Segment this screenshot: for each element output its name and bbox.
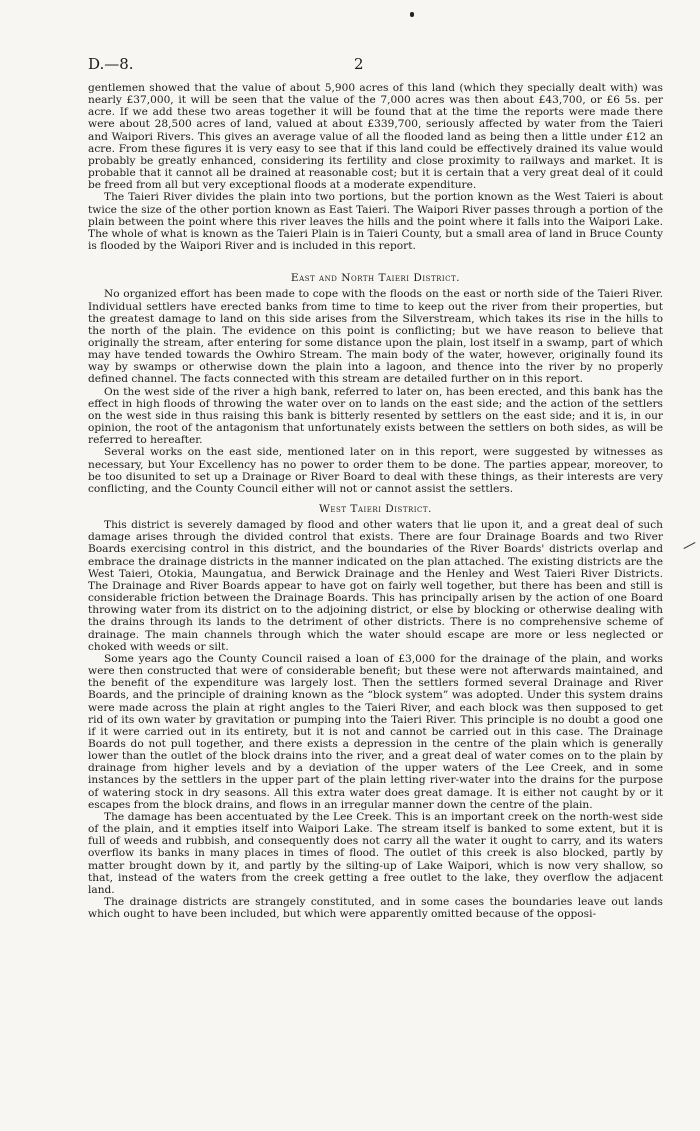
- paragraph: This district is severely damaged by flood and other waters that lie upon it, and a great deal of such damage arises through the divided control that exists. There are four Drainage Boards and two River Boards exercising control in this district, and the boundaries of the River Boards' districts overlap and embrace the drainage districts in the manner indicated on the plan attached. The existing districts are the West Taieri, Otokia, Maungatua, and Berwick Drainage and the Henley and West Taieri River Districts. The Drainage and River Boards appear to have got on fairly well together, but there has been and still is considerable friction between the Drainage Boards. This has principally arisen by the action of one Board throwing water from its district on to the adjoining district, or else by blocking or otherwise dealing with the drains through its lands to the detriment of other districts. There is no comprehensive scheme of drainage. The main channels through which the water should escape are more or less neglected or choked with weeds or silt.: [88, 519, 663, 653]
- page-body: [88, 82, 663, 920]
- paragraph: The Taieri River divides the plain into two portions, but the portion known as the West Taieri is about twice the size of the other portion known as East Taieri. The Waipori River passes through a portion of the plain between the point where this river leaves the hills and the point where it falls into the Waipori Lake. The whole of what is known as the Taieri Plain is in Taieri County, but a small area of land in Bruce County is flooded by the Waipori River and is included in this report.: [88, 191, 663, 253]
- paragraph: Several works on the east side, mentioned later on in this report, were suggested by witnesses as necessary, but Your Excellency has no power to order them to be done. The parties appear, moreover, to be too disunited to set up a Drainage or River Board to deal with these things, as their interests are very conflicting, and the County Council either will not or cannot assist the settlers.: [88, 446, 663, 495]
- page-header: [88, 55, 663, 77]
- paragraph: The damage has been accentuated by the Lee Creek. This is an important creek on the north-west side of the plain, and it empties itself into Waipori Lake. The stream itself is banked to some extent, but it is full of weeds and rubbish, and consequently does not carry all the water it ought to carry, and its waters overflow its banks in many places in times of flood. The outlet of this creek is also blocked, partly by matter brought down by it, and partly by the silting-up of Lake Waipori, which is now very shallow, so that, instead of the waters from the creek getting a free outlet to the lake, they overflow the adjacent land.: [88, 810, 663, 896]
- margin-mark: [684, 542, 696, 549]
- paragraph: Some years ago the County Council raised a loan of £3,000 for the drainage of the plain, and works were then constructed that were of considerable benefit; but these were not afterwards maintained, and the benefit of the expenditure was largely lost. Then the settlers formed several Drainage and River Boards, and the principle of draining known as the “block system” was adopted. Under this system drains were made across the plain at right angles to the Taieri River, and each block was then supposed to get rid of its own water by gravitation or pumping into the Taieri River. This principle is no doubt a good one if it were carried out in its entirety, but it is not and cannot be carried out in this case. The Drainage Boards do not pull together, and there exists a depression in the centre of the plain which is generally lower than the outlet of the block drains into the river, and a great deal of water comes on to the plain by drainage from higher levels and by a deviation of the upper waters of the Lee Creek, and in some instances by the settlers in the upper part of the plain letting river-water into the drains for the purpose of watering stock in dry seasons. All this extra water does great damage. It is either not caught by or it escapes from the block drains, and flows in an irregular manner down the centre of the plain.: [88, 652, 663, 811]
- paragraph: The drainage districts are strangely constituted, and in some cases the boundaries leave out lands which ought to have been included, but which were apparently omitted because of the opposi-: [88, 896, 663, 921]
- document-reference: D.—8.: [88, 55, 134, 73]
- section-heading-west-taieri: West Taieri District.: [319, 503, 432, 515]
- page-number: 2: [354, 55, 364, 73]
- paragraph: On the west side of the river a high bank, referred to later on, has been erected, and this bank has the effect in high floods of throwing the water over on to lands on the east side; and the action of the settlers on the west side in thus raising this bank is bitterly resented by settlers on the east side; and it is, in our opinion, the root of the antagonism that unfortunately exists between the settlers on both sides, as will be referred to hereafter.: [88, 385, 663, 447]
- paragraph: gentlemen showed that the value of about 5,900 acres of this land (which they specially dealt with) was nearly £37,000, it will be seen that the value of the 7,000 acres was then about £43,700, or £6 5s. per acre. If we add these two areas together it will be found that at the time the reports were made there were about 28,500 acres of land, valued at about £339,700, seriously affected by water from the Taieri and Waipori Rivers. This gives an average value of all the flooded land as being then a little under £12 an acre. From these figures it is very easy to see that if this land could be effectively drained its value would probably be greatly enhanced, considering its fertility and close proximity to railways and market. It is probable that it cannot all be drained at reasonable cost; but it is certain that a very great deal of it could be freed from all but very exceptional floods at a moderate expenditure.: [88, 82, 663, 192]
- paragraph: No organized effort has been made to cope with the floods on the east or north side of the Taieri River. Individual settlers have erected banks from time to time to keep out the river from their properties, but the greatest damage to land on this side arises from the Silverstream, which takes its rise in the hills to the north of the plain. The evidence on this point is conflicting; but we have reason to believe that originally the stream, after entering for some distance upon the plain, lost itself in a swamp, part of which may have tended towards the Owhiro Stream. The main body of the water, however, originally found its way by swamps or otherwise down the plain into a lagoon, and thence into the river by no properly defined channel. The facts connected with this stream are detailed further on in this report.: [88, 288, 663, 386]
- section-heading-east-north-taieri: East and North Taieri District.: [290, 272, 461, 285]
- print-mark: [410, 12, 414, 17]
